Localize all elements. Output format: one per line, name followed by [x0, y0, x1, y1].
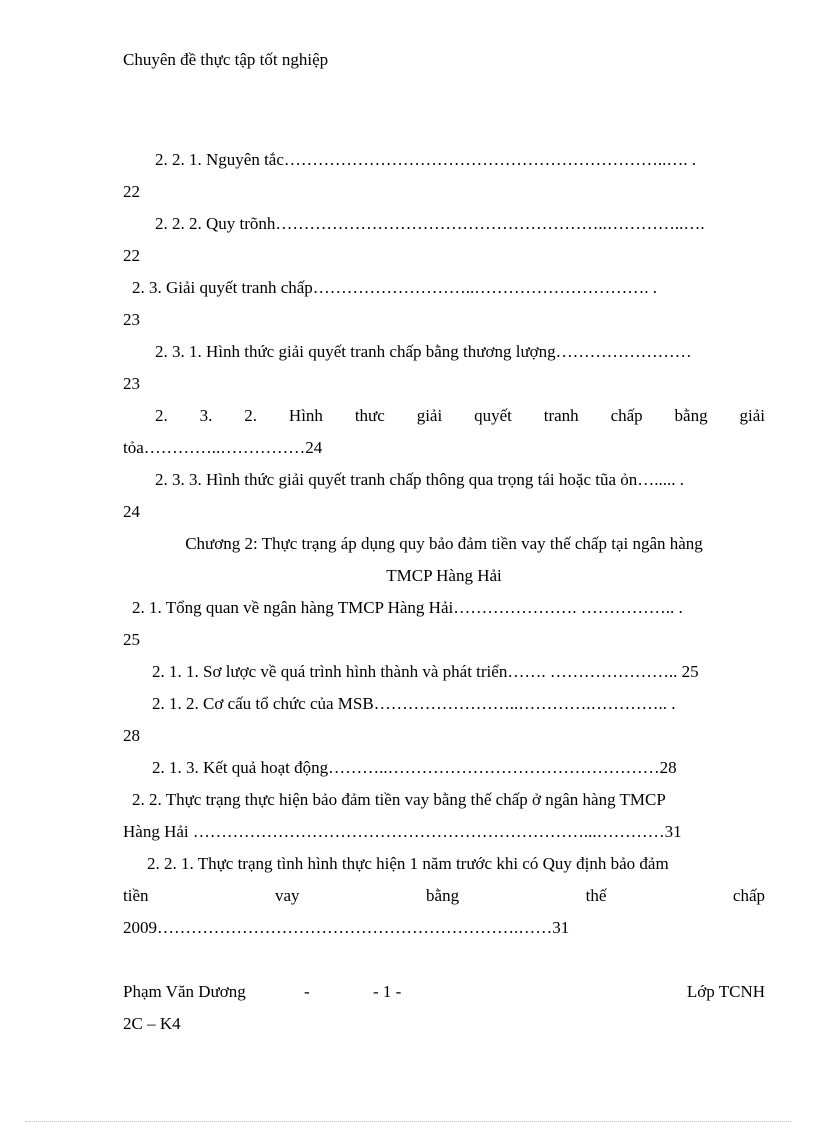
toc-page-number: 22	[123, 182, 140, 201]
table-of-contents	[123, 144, 765, 944]
toc-page-number: 23	[123, 310, 140, 329]
footer-page-number: - 1 -	[373, 982, 402, 1001]
footer-separator: -	[304, 982, 310, 1001]
chapter-2-heading: Chương 2: Thực trạng áp dụng quy bảo đảm tiền vay thế chấp tại ngân hàng	[185, 534, 703, 553]
toc-entry-2-3-2: 2. 3. 2. Hình thưc giải quyết tranh chấp bằng giải	[155, 406, 765, 425]
toc-entry-2-2-2: 2. 2. 2. Quy trõnh…………………………………………………..…………..….	[155, 214, 705, 233]
toc-entry-2-2-continued: Hàng Hải ……………………………………………………………...…………31	[123, 822, 682, 841]
toc-entry-2-1-1: 2. 1. 1. Sơ lược về quá trình hình thành và phát triển……. ………………….. 25	[152, 662, 699, 681]
footer-class-label: Lớp TCNH	[686, 982, 765, 1001]
toc-entry-2-2-1-status-end: 2009……………………………………………………….……31	[123, 918, 570, 937]
page-header: Chuyên đề thực tập tốt nghiệp	[123, 50, 329, 69]
chapter-2-heading-continued: TMCP Hàng Hải	[386, 566, 502, 585]
toc-page-number: 22	[123, 246, 140, 265]
toc-entry-2-1: 2. 1. Tổng quan về ngân hàng TMCP Hàng Hải…………………. …………….. .	[132, 598, 683, 617]
toc-page-number: 24	[123, 502, 140, 521]
toc-entry-2-3-3: 2. 3. 3. Hình thức giải quyết tranh chấp thông qua trọng tái hoặc tũa ỏn…..... .	[155, 470, 685, 489]
footer-author: Phạm Văn Dương	[123, 982, 246, 1001]
toc-entry-2-1-2: 2. 1. 2. Cơ cấu tổ chức của MSB……………………..………….………….. .	[152, 694, 676, 713]
toc-entry-2-1-3: 2. 1. 3. Kết quả hoạt động………..…………………………………………28	[152, 758, 677, 777]
toc-page-number: 25	[123, 630, 140, 649]
toc-entry-2-3: 2. 3. Giải quyết tranh chấp………………………..…………………………. .	[132, 278, 658, 297]
page-footer	[123, 976, 765, 1040]
toc-entry-2-2-1-status: 2. 2. 1. Thực trạng tình hình thực hiện 1 năm trước khi có Quy định bảo đảm	[147, 854, 669, 873]
toc-page-number: 28	[123, 726, 140, 745]
toc-entry-2-3-1: 2. 3. 1. Hình thức giải quyết tranh chấp bằng thương lượng……………………	[155, 342, 692, 361]
toc-entry-2-2-1-status-continued: tiền vay bằng thế chấp	[123, 886, 765, 905]
footer-class-suffix: 2C – K4	[123, 1014, 181, 1033]
toc-entry-2-2-1: 2. 2. 1. Nguyên tắc…………………………………………………………..…. .	[155, 150, 697, 169]
page-bottom-divider	[25, 1121, 791, 1122]
toc-entry-2-3-2-continued: tỏa…………..……………24	[123, 438, 323, 457]
toc-entry-2-2: 2. 2. Thực trạng thực hiện bảo đảm tiền vay bằng thế chấp ở ngân hàng TMCP	[132, 790, 666, 809]
toc-page-number: 23	[123, 374, 140, 393]
